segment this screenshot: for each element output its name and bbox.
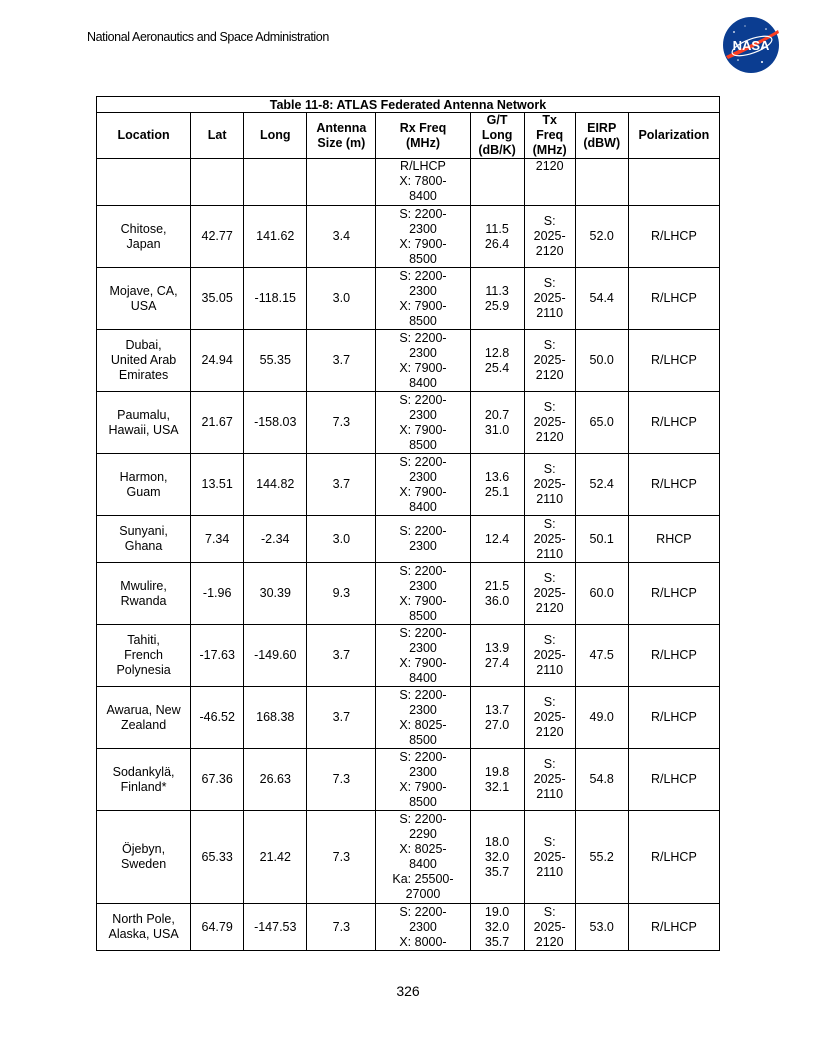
cell-location: Dubai, United Arab Emirates — [97, 330, 191, 392]
table-row — [97, 625, 720, 687]
cell-size: 9.3 — [307, 563, 376, 625]
cell-lat — [191, 159, 244, 206]
cell-long: -2.34 — [244, 516, 307, 563]
cell-tx: S: 2025- 2110 — [524, 625, 575, 687]
table-row — [97, 454, 720, 516]
cell-rx: S: 2200- 2290 X: 8025- 8400 Ka: 25500- 27000 — [376, 811, 470, 904]
cell-rx: R/LHCP X: 7800- 8400 — [376, 159, 470, 206]
table-row — [97, 687, 720, 749]
cell-eirp: 65.0 — [575, 392, 628, 454]
cell-rx: S: 2200- 2300 X: 7900- 8500 — [376, 206, 470, 268]
cell-gt: 21.5 36.0 — [470, 563, 524, 625]
cell-long: -118.15 — [244, 268, 307, 330]
cell-long: 168.38 — [244, 687, 307, 749]
cell-location — [97, 159, 191, 206]
cell-rx: S: 2200- 2300 X: 7900- 8400 — [376, 625, 470, 687]
cell-pol: R/LHCP — [628, 625, 719, 687]
cell-eirp: 52.4 — [575, 454, 628, 516]
table-row — [97, 268, 720, 330]
cell-long: 30.39 — [244, 563, 307, 625]
cell-pol: R/LHCP — [628, 687, 719, 749]
cell-eirp: 50.1 — [575, 516, 628, 563]
cell-long — [244, 159, 307, 206]
cell-rx: S: 2200- 2300 X: 7900- 8400 — [376, 330, 470, 392]
cell-rx: S: 2200- 2300 X: 8025- 8500 — [376, 687, 470, 749]
cell-eirp: 52.0 — [575, 206, 628, 268]
cell-tx: S: 2025- 2110 — [524, 454, 575, 516]
cell-long: -147.53 — [244, 904, 307, 951]
column-header-eirp: EIRP (dBW) — [575, 113, 628, 159]
cell-tx: S: 2025- 2110 — [524, 268, 575, 330]
cell-pol: R/LHCP — [628, 454, 719, 516]
cell-tx: S: 2025- 2110 — [524, 749, 575, 811]
cell-tx: S: 2025- 2110 — [524, 811, 575, 904]
cell-pol: R/LHCP — [628, 206, 719, 268]
cell-lat: -46.52 — [191, 687, 244, 749]
cell-gt: 12.8 25.4 — [470, 330, 524, 392]
cell-tx: S: 2025- 2120 — [524, 687, 575, 749]
table-row — [97, 330, 720, 392]
cell-gt: 13.6 25.1 — [470, 454, 524, 516]
cell-eirp: 60.0 — [575, 563, 628, 625]
cell-pol: R/LHCP — [628, 392, 719, 454]
cell-lat: 67.36 — [191, 749, 244, 811]
column-header-polarization: Polarization — [628, 113, 719, 159]
cell-gt: 11.5 26.4 — [470, 206, 524, 268]
org-header: National Aeronautics and Space Administration — [87, 30, 329, 44]
cell-rx: S: 2200- 2300 X: 7900- 8500 — [376, 392, 470, 454]
cell-size: 3.0 — [307, 268, 376, 330]
cell-size: 7.3 — [307, 811, 376, 904]
cell-eirp: 50.0 — [575, 330, 628, 392]
column-header-lat: Lat — [191, 113, 244, 159]
cell-eirp: 54.8 — [575, 749, 628, 811]
cell-tx: S: 2025- 2120 — [524, 330, 575, 392]
cell-lat: -17.63 — [191, 625, 244, 687]
column-header-tx-freq: Tx Freq (MHz) — [524, 113, 575, 159]
cell-size: 7.3 — [307, 904, 376, 951]
cell-pol — [628, 159, 719, 206]
cell-gt — [470, 159, 524, 206]
cell-rx: S: 2200- 2300 X: 7900- 8500 — [376, 563, 470, 625]
cell-gt: 19.0 32.0 35.7 — [470, 904, 524, 951]
cell-size: 3.4 — [307, 206, 376, 268]
column-header-long: Long — [244, 113, 307, 159]
table-row — [97, 516, 720, 563]
cell-size: 7.3 — [307, 749, 376, 811]
cell-size: 3.7 — [307, 330, 376, 392]
cell-gt: 18.0 32.0 35.7 — [470, 811, 524, 904]
cell-lat: 65.33 — [191, 811, 244, 904]
cell-size — [307, 159, 376, 206]
cell-lat: 35.05 — [191, 268, 244, 330]
cell-lat: -1.96 — [191, 563, 244, 625]
table-row — [97, 159, 720, 206]
column-header-antenna-size: Antenna Size (m) — [307, 113, 376, 159]
cell-rx: S: 2200- 2300 — [376, 516, 470, 563]
cell-eirp: 53.0 — [575, 904, 628, 951]
cell-pol: R/LHCP — [628, 749, 719, 811]
cell-pol: RHCP — [628, 516, 719, 563]
cell-size: 3.7 — [307, 687, 376, 749]
cell-tx: S: 2025- 2110 — [524, 516, 575, 563]
cell-location: Awarua, New Zealand — [97, 687, 191, 749]
column-header-location: Location — [97, 113, 191, 159]
cell-size: 3.7 — [307, 454, 376, 516]
cell-lat: 24.94 — [191, 330, 244, 392]
cell-location: Tahiti, French Polynesia — [97, 625, 191, 687]
cell-size: 3.0 — [307, 516, 376, 563]
cell-tx: S: 2025- 2120 — [524, 563, 575, 625]
cell-long: 144.82 — [244, 454, 307, 516]
cell-eirp: 55.2 — [575, 811, 628, 904]
cell-eirp: 49.0 — [575, 687, 628, 749]
cell-size: 3.7 — [307, 625, 376, 687]
cell-lat: 64.79 — [191, 904, 244, 951]
cell-gt: 19.8 32.1 — [470, 749, 524, 811]
cell-location: Harmon, Guam — [97, 454, 191, 516]
cell-tx: S: 2025- 2120 — [524, 904, 575, 951]
cell-location: Sunyani, Ghana — [97, 516, 191, 563]
column-header-rx-freq: Rx Freq (MHz) — [376, 113, 470, 159]
cell-eirp: 54.4 — [575, 268, 628, 330]
cell-tx: 2120 — [524, 159, 575, 206]
cell-eirp — [575, 159, 628, 206]
cell-location: Mwulire, Rwanda — [97, 563, 191, 625]
table-row — [97, 811, 720, 904]
table-row — [97, 392, 720, 454]
cell-gt: 13.9 27.4 — [470, 625, 524, 687]
cell-pol: R/LHCP — [628, 330, 719, 392]
cell-gt: 20.7 31.0 — [470, 392, 524, 454]
cell-lat: 7.34 — [191, 516, 244, 563]
cell-location: Sodankylä, Finland* — [97, 749, 191, 811]
cell-gt: 13.7 27.0 — [470, 687, 524, 749]
cell-location: Öjebyn, Sweden — [97, 811, 191, 904]
cell-location: Paumalu, Hawaii, USA — [97, 392, 191, 454]
cell-long: 26.63 — [244, 749, 307, 811]
table-row — [97, 749, 720, 811]
antenna-table — [96, 96, 720, 951]
cell-gt: 11.3 25.9 — [470, 268, 524, 330]
cell-eirp: 47.5 — [575, 625, 628, 687]
cell-long: 55.35 — [244, 330, 307, 392]
nasa-logo-icon — [722, 16, 780, 74]
cell-long: 141.62 — [244, 206, 307, 268]
cell-location: North Pole, Alaska, USA — [97, 904, 191, 951]
page-number: 326 — [396, 983, 420, 999]
column-header-gt: G/T Long (dB/K) — [470, 113, 524, 159]
table-row — [97, 563, 720, 625]
cell-tx: S: 2025- 2120 — [524, 392, 575, 454]
cell-size: 7.3 — [307, 392, 376, 454]
table-row — [97, 206, 720, 268]
cell-tx: S: 2025- 2120 — [524, 206, 575, 268]
cell-location: Chitose, Japan — [97, 206, 191, 268]
cell-long: -158.03 — [244, 392, 307, 454]
cell-pol: R/LHCP — [628, 811, 719, 904]
cell-rx: S: 2200- 2300 X: 7900- 8400 — [376, 454, 470, 516]
table-row — [97, 904, 720, 951]
cell-gt: 12.4 — [470, 516, 524, 563]
cell-lat: 21.67 — [191, 392, 244, 454]
cell-lat: 13.51 — [191, 454, 244, 516]
nasa-logo-text: NASA — [732, 38, 770, 53]
cell-long: 21.42 — [244, 811, 307, 904]
cell-location: Mojave, CA, USA — [97, 268, 191, 330]
table-caption: Table 11-8: ATLAS Federated Antenna Network — [97, 97, 720, 113]
cell-rx: S: 2200- 2300 X: 8000- — [376, 904, 470, 951]
cell-pol: R/LHCP — [628, 904, 719, 951]
cell-lat: 42.77 — [191, 206, 244, 268]
cell-long: -149.60 — [244, 625, 307, 687]
cell-pol: R/LHCP — [628, 563, 719, 625]
cell-rx: S: 2200- 2300 X: 7900- 8500 — [376, 268, 470, 330]
cell-pol: R/LHCP — [628, 268, 719, 330]
cell-rx: S: 2200- 2300 X: 7900- 8500 — [376, 749, 470, 811]
